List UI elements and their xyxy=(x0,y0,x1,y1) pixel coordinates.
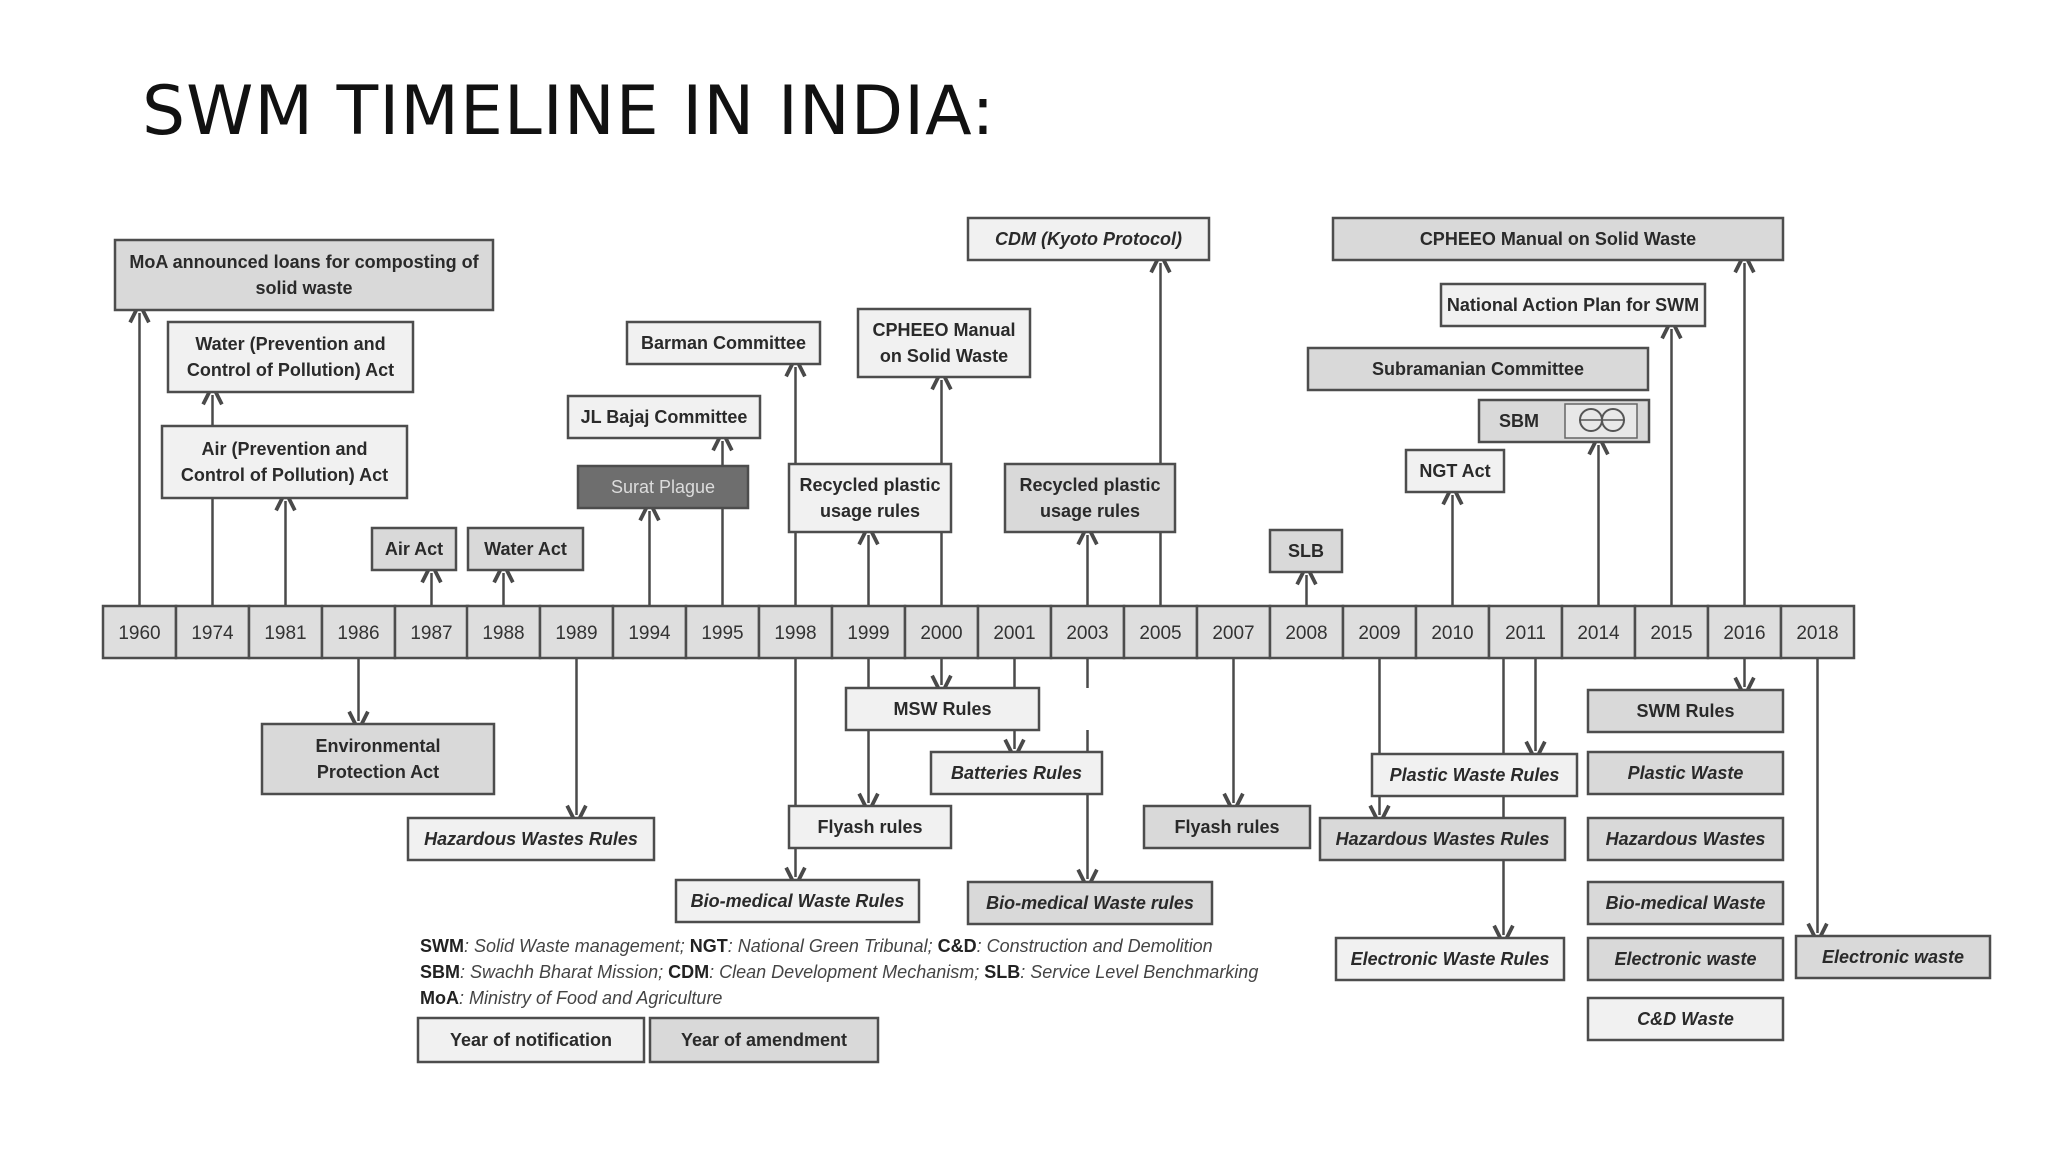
event-box-text: Flyash rules xyxy=(817,817,923,837)
legend-abbr: SLB xyxy=(984,962,1021,982)
event-box-cd-waste-2016 xyxy=(1588,998,1783,1040)
legend-abbr: SWM xyxy=(420,936,464,956)
event-box-text: Hazardous Wastes xyxy=(1605,829,1766,849)
event-box-swm-rules-2016 xyxy=(1588,690,1783,732)
event-box-text: Protection Act xyxy=(316,762,440,782)
event-box-text: Water Act xyxy=(484,539,567,559)
event-box-text: Plastic Waste Rules xyxy=(1389,765,1560,785)
event-box-cdm xyxy=(968,218,1209,260)
year-label-1995: 1995 xyxy=(701,623,744,644)
event-box-water-act-full xyxy=(168,322,413,392)
event-box-text: usage rules xyxy=(1039,501,1141,521)
legend-desc: : Service Level Benchmarking xyxy=(1020,962,1259,982)
event-box-text: Bio-medical Waste rules xyxy=(986,893,1194,913)
event-box-plastic-waste-rules xyxy=(1372,754,1577,796)
timeline-bar xyxy=(103,606,1854,658)
legend-line xyxy=(420,988,722,1008)
event-box-text: Bio-medical Waste xyxy=(1605,893,1766,913)
event-box-batteries xyxy=(931,752,1102,794)
event-box-text: CDM (Kyoto Protocol) xyxy=(995,229,1182,249)
event-box-text: solid waste xyxy=(255,278,353,298)
event-box-hazardous-2016 xyxy=(1588,818,1783,860)
year-label-2016: 2016 xyxy=(1723,623,1766,644)
event-box-text: Control of Pollution) Act xyxy=(186,360,395,380)
legend-abbr: SBM xyxy=(420,962,460,982)
year-label-1986: 1986 xyxy=(337,623,380,644)
year-label-1989: 1989 xyxy=(555,623,598,644)
event-box-plastic-waste-2016 xyxy=(1588,752,1783,794)
event-box-text: SWM Rules xyxy=(1636,701,1735,721)
event-box-text: Hazardous Wastes Rules xyxy=(424,829,638,849)
event-box-text: C&D Waste xyxy=(1637,1009,1734,1029)
event-box-text: SBM xyxy=(1499,411,1539,431)
year-label-2011: 2011 xyxy=(1505,623,1546,644)
event-box-text: Flyash rules xyxy=(1174,817,1280,837)
event-box-text: Environmental xyxy=(315,736,441,756)
year-label-1988: 1988 xyxy=(482,623,525,644)
event-box-text: Surat Plague xyxy=(610,477,716,497)
event-box-recycled-plastic-1998 xyxy=(789,464,951,532)
event-box-moa-loans xyxy=(115,240,493,310)
legend-abbr: CDM xyxy=(668,962,710,982)
event-box-flyash-1999 xyxy=(789,806,951,848)
event-box-msw-rules xyxy=(846,688,1039,730)
event-box-text: Hazardous Wastes Rules xyxy=(1335,829,1550,849)
event-box-nap-swm xyxy=(1441,284,1705,326)
event-box-biomedical-2016 xyxy=(1588,882,1783,924)
legend-line xyxy=(420,962,1258,982)
event-box-water-act xyxy=(468,528,583,570)
year-label-2009: 2009 xyxy=(1358,623,1401,644)
legend-notification-label: Year of notification xyxy=(449,1030,613,1050)
event-box-hazardous-1989 xyxy=(408,818,654,860)
event-box-text: MSW Rules xyxy=(893,699,992,719)
year-label-2015: 2015 xyxy=(1650,623,1693,644)
event-box-text: SLB xyxy=(1288,541,1324,561)
year-label-2010: 2010 xyxy=(1431,623,1474,644)
legend-desc: : Construction and Demolition xyxy=(976,936,1213,956)
event-box-text: National Action Plan for SWM xyxy=(1446,295,1700,315)
sbm-logo-icon xyxy=(1565,404,1637,438)
event-box-ngt-act xyxy=(1406,450,1504,492)
event-box-text: usage rules xyxy=(819,501,921,521)
event-box-text: Electronic waste xyxy=(1614,949,1757,969)
legend-abbr: C&D xyxy=(937,936,977,956)
event-box-subramanian xyxy=(1308,348,1648,390)
event-box-text: Plastic Waste xyxy=(1627,763,1744,783)
year-label-2014: 2014 xyxy=(1577,623,1620,644)
event-box-text: Batteries Rules xyxy=(950,763,1083,783)
year-label-2003: 2003 xyxy=(1066,623,1109,644)
event-box-surat-plague xyxy=(578,466,748,508)
event-box-electronic-2016 xyxy=(1588,938,1783,980)
event-box-text: Bio-medical Waste Rules xyxy=(690,891,905,911)
year-label-2005: 2005 xyxy=(1139,623,1182,644)
event-box-text: NGT Act xyxy=(1419,461,1491,481)
event-box-hazardous-2009 xyxy=(1320,818,1565,860)
year-label-2018: 2018 xyxy=(1796,623,1839,644)
event-box-air-act-full xyxy=(162,426,407,498)
event-box-electronic-2011 xyxy=(1336,938,1564,980)
year-label-1960: 1960 xyxy=(118,623,161,644)
event-box-recycled-plastic-2003 xyxy=(1005,464,1175,532)
legend-amendment-label: Year of amendment xyxy=(680,1030,848,1050)
event-box-biomedical-2003 xyxy=(968,882,1212,924)
event-box-text: JL Bajaj Committee xyxy=(580,407,748,427)
year-label-1974: 1974 xyxy=(191,623,234,644)
event-box-cpheeo-2016 xyxy=(1333,218,1783,260)
year-label-1994: 1994 xyxy=(628,623,671,644)
event-box-cpheeo-2000 xyxy=(858,309,1030,377)
year-label-2000: 2000 xyxy=(920,623,963,644)
event-box-text: Water (Prevention and xyxy=(195,334,386,354)
year-label-1999: 1999 xyxy=(847,623,890,644)
event-box-barman xyxy=(627,322,820,364)
event-box-text: CPHEEO Manual xyxy=(872,320,1016,340)
event-box-sbm xyxy=(1479,400,1649,442)
year-label-2007: 2007 xyxy=(1212,623,1255,644)
legend-line xyxy=(420,936,1213,956)
year-label-2008: 2008 xyxy=(1285,623,1328,644)
event-box-text: Barman Committee xyxy=(640,333,807,353)
legend xyxy=(418,936,1258,1062)
year-label-1998: 1998 xyxy=(774,623,817,644)
event-box-electronic-2018 xyxy=(1796,936,1990,978)
event-box-text: Subramanian Committee xyxy=(1371,359,1585,379)
legend-abbr: NGT xyxy=(689,936,728,956)
legend-desc: : Ministry of Food and Agriculture xyxy=(459,988,723,1008)
event-box-text: CPHEEO Manual on Solid Waste xyxy=(1419,229,1697,249)
event-box-text: Control of Pollution) Act xyxy=(180,465,389,485)
event-box-text: on Solid Waste xyxy=(879,346,1009,366)
event-box-text: Air (Prevention and xyxy=(201,439,368,459)
legend-desc: : National Green Tribunal; xyxy=(727,936,938,956)
event-box-flyash-2007 xyxy=(1144,806,1310,848)
legend-desc: : Swachh Bharat Mission; xyxy=(460,962,669,982)
event-box-text: Recycled plastic xyxy=(1019,475,1161,495)
event-box-text: Electronic waste xyxy=(1821,947,1965,967)
legend-abbr: MoA xyxy=(420,988,459,1008)
event-box-jl-bajaj xyxy=(568,396,760,438)
year-label-1981: 1981 xyxy=(264,623,307,644)
legend-desc: : Solid Waste management; xyxy=(464,936,690,956)
year-label-1987: 1987 xyxy=(410,623,453,644)
legend-notification xyxy=(418,1018,644,1062)
legend-amendment xyxy=(650,1018,878,1062)
legend-desc: : Clean Development Mechanism; xyxy=(709,962,985,982)
event-box-env-protection xyxy=(262,724,494,794)
event-box-air-act xyxy=(372,528,456,570)
event-box-text: Electronic Waste Rules xyxy=(1350,949,1550,969)
event-box-biomedical-1998 xyxy=(676,880,919,922)
event-box-text: Recycled plastic xyxy=(799,475,941,495)
event-box-slb xyxy=(1270,530,1342,572)
event-box-text: MoA announced loans for composting of xyxy=(129,252,479,272)
year-label-2001: 2001 xyxy=(993,623,1036,644)
slide-title: SWM TIMELINE IN INDIA: xyxy=(142,72,996,151)
event-box-text: Air Act xyxy=(384,539,444,559)
